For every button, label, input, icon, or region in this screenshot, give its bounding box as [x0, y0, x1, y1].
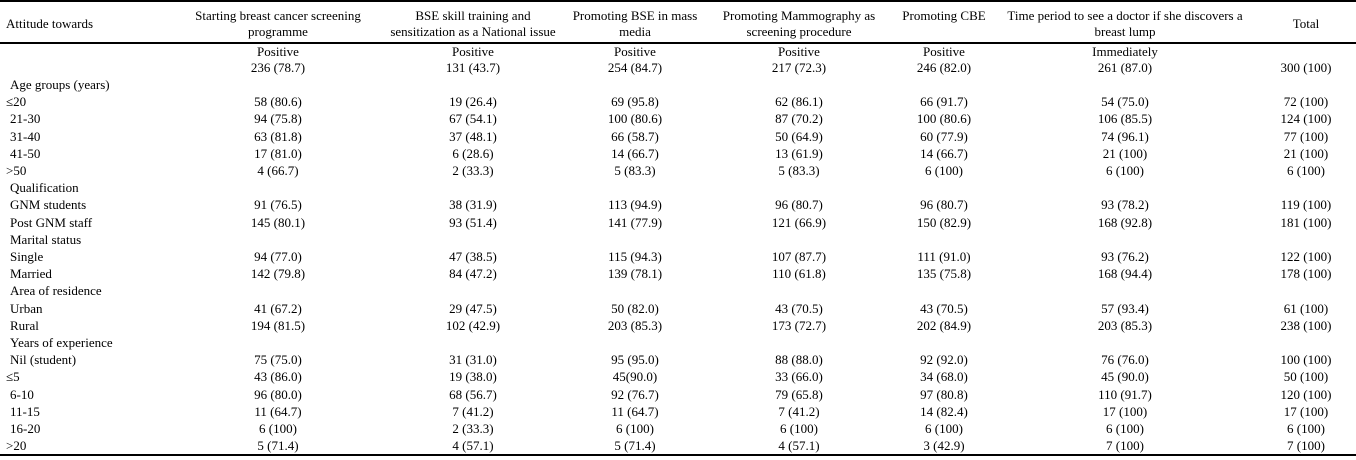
table-cell: 97 (80.8) — [920, 386, 968, 402]
summary-category: Positive — [452, 44, 494, 59]
row-label: 16-20 — [10, 421, 41, 437]
total-cell: 238 (100) — [1280, 317, 1332, 333]
table-cell: 93 (51.4) — [449, 214, 497, 230]
table-cell: 5 (83.3) — [778, 163, 820, 179]
table-cell: 5 (83.3) — [614, 163, 656, 179]
section-label: Area of residence — [10, 283, 102, 299]
table-row — [0, 420, 1356, 437]
summary-cell — [176, 43, 380, 76]
row-label: ≤5 — [6, 369, 20, 385]
summary-value: 261 (87.0) — [1097, 60, 1153, 75]
table-row — [0, 300, 1356, 317]
table-cell: 33 (66.0) — [775, 369, 823, 385]
header-cbe: Promoting CBE — [902, 8, 986, 23]
header-attitude: Attitude towards — [6, 16, 94, 31]
row-label: Post GNM staff — [10, 214, 93, 230]
summary-value: 131 (43.7) — [445, 60, 501, 75]
total-cell: 181 (100) — [1280, 214, 1332, 230]
table-cell: 5 (71.4) — [257, 438, 299, 454]
section-row — [0, 179, 1356, 196]
summary-value: 217 (72.3) — [771, 60, 827, 75]
total-cell: 120 (100) — [1280, 386, 1332, 402]
table-cell: 37 (48.1) — [449, 128, 497, 144]
table-cell: 67 (54.1) — [449, 111, 497, 127]
section-row — [0, 282, 1356, 299]
table-cell: 92 (92.0) — [920, 352, 968, 368]
table-cell: 21 (100) — [1102, 145, 1148, 161]
total-cell: 61 (100) — [1283, 300, 1329, 316]
total-cell: 6 (100) — [1287, 163, 1325, 179]
table-cell: 4 (57.1) — [778, 438, 820, 454]
total-cell: 77 (100) — [1283, 128, 1329, 144]
table-cell: 79 (65.8) — [775, 386, 823, 402]
table-cell: 69 (95.8) — [611, 94, 659, 110]
table-cell: 14 (82.4) — [920, 403, 968, 419]
summary-category: Immediately — [1092, 44, 1158, 59]
table-row — [0, 351, 1356, 368]
table-cell: 110 (91.7) — [1098, 386, 1152, 402]
summary-cell — [566, 43, 704, 76]
table-cell: 3 (42.9) — [923, 438, 965, 454]
table-cell: 94 (77.0) — [254, 249, 302, 265]
table-cell: 74 (96.1) — [1101, 128, 1149, 144]
summary-cell — [894, 43, 994, 76]
table-cell: 168 (92.8) — [1097, 214, 1153, 230]
table-cell: 34 (68.0) — [920, 369, 968, 385]
table-cell: 54 (75.0) — [1101, 94, 1149, 110]
table-cell: 121 (66.9) — [771, 214, 827, 230]
table-cell: 7 (100) — [1106, 438, 1144, 454]
total-cell: 124 (100) — [1280, 111, 1332, 127]
table-cell: 173 (72.7) — [771, 317, 827, 333]
summary-category: Positive — [923, 44, 965, 59]
total-cell: 50 (100) — [1283, 369, 1329, 385]
section-row — [0, 76, 1356, 93]
row-label: 41-50 — [10, 145, 41, 161]
summary-value: 246 (82.0) — [916, 60, 972, 75]
table-row — [0, 196, 1356, 213]
table-cell: 66 (91.7) — [920, 94, 968, 110]
table-cell: 6 (28.6) — [452, 145, 494, 161]
table-cell: 43 (70.5) — [775, 300, 823, 316]
table-row — [0, 437, 1356, 455]
table-cell: 96 (80.7) — [920, 197, 968, 213]
table-cell: 115 (94.3) — [608, 249, 662, 265]
row-label: Urban — [10, 300, 43, 316]
row-label: ≤20 — [6, 94, 27, 110]
summary-category: Positive — [257, 44, 299, 59]
summary-category: Positive — [778, 44, 820, 59]
table-row — [0, 110, 1356, 127]
section-label: Age groups (years) — [10, 77, 110, 92]
table-cell: 4 (66.7) — [257, 163, 299, 179]
section-label: Marital status — [10, 231, 82, 247]
table-cell: 113 (94.9) — [608, 197, 662, 213]
table-cell: 7 (41.2) — [452, 403, 494, 419]
table-cell: 168 (94.4) — [1097, 266, 1153, 282]
table-cell: 84 (47.2) — [449, 266, 497, 282]
table-cell: 57 (93.4) — [1101, 300, 1149, 316]
table-cell: 43 (70.5) — [920, 300, 968, 316]
table-cell: 94 (75.8) — [254, 111, 302, 127]
table-cell: 150 (82.9) — [916, 214, 972, 230]
table-cell: 139 (78.1) — [607, 266, 663, 282]
header-mammography: Promoting Mammography as screening procedure — [722, 8, 876, 39]
summary-total: 300 (100) — [1280, 60, 1332, 75]
table-cell: 14 (66.7) — [611, 145, 659, 161]
table-cell: 50 (64.9) — [775, 128, 823, 144]
summary-category: Positive — [614, 44, 656, 59]
summary-value: 236 (78.7) — [250, 60, 306, 75]
table-cell: 6 (100) — [1106, 163, 1144, 179]
table-cell: 19 (38.0) — [449, 369, 497, 385]
table-cell: 4 (57.1) — [452, 438, 494, 454]
table-cell: 31 (31.0) — [449, 352, 497, 368]
header-bse-training: BSE skill training and sensitization as a National issue — [390, 8, 556, 39]
table-cell: 66 (58.7) — [611, 128, 659, 144]
header-total: Total — [1292, 16, 1320, 31]
table-cell: 203 (85.3) — [1097, 317, 1153, 333]
section-row — [0, 334, 1356, 351]
table-cell: 62 (86.1) — [775, 94, 823, 110]
table-cell: 2 (33.3) — [452, 163, 494, 179]
table-cell: 45 (90.0) — [1101, 369, 1149, 385]
table-cell: 92 (76.7) — [611, 386, 659, 402]
table-row — [0, 93, 1356, 110]
table-cell: 60 (77.9) — [920, 128, 968, 144]
table-cell: 47 (38.5) — [449, 249, 497, 265]
table-cell: 19 (26.4) — [449, 94, 497, 110]
table-cell: 91 (76.5) — [254, 197, 302, 213]
table-cell: 96 (80.0) — [254, 386, 302, 402]
table-cell: 2 (33.3) — [452, 421, 494, 437]
table-row — [0, 265, 1356, 282]
row-label: 6-10 — [10, 386, 34, 402]
table-cell: 107 (87.7) — [771, 249, 827, 265]
table-cell: 76 (76.0) — [1101, 352, 1149, 368]
table-cell: 63 (81.8) — [254, 128, 302, 144]
table-cell: 7 (41.2) — [778, 403, 820, 419]
table-cell: 29 (47.5) — [449, 300, 497, 316]
total-cell: 6 (100) — [1287, 421, 1325, 437]
total-cell: 72 (100) — [1283, 94, 1329, 110]
table-cell: 135 (75.8) — [916, 266, 972, 282]
table-cell: 58 (80.6) — [254, 94, 302, 110]
summary-label — [0, 43, 176, 76]
table-cell: 145 (80.1) — [250, 214, 306, 230]
section-label: Qualification — [10, 180, 79, 196]
table-cell: 96 (80.7) — [775, 197, 823, 213]
row-label: 11-15 — [10, 403, 40, 419]
table-cell: 38 (31.9) — [449, 197, 497, 213]
table-cell: 102 (42.9) — [445, 317, 501, 333]
row-label: >50 — [6, 163, 27, 179]
section-row — [0, 231, 1356, 248]
table-cell: 141 (77.9) — [607, 214, 663, 230]
row-label: 31-40 — [10, 128, 41, 144]
table-cell: 111 (91.0) — [917, 249, 971, 265]
table-cell: 203 (85.3) — [607, 317, 663, 333]
table-cell: 93 (78.2) — [1101, 197, 1149, 213]
table-row — [0, 145, 1356, 162]
table-cell: 95 (95.0) — [611, 352, 659, 368]
table-cell: 50 (82.0) — [611, 300, 659, 316]
total-cell: 7 (100) — [1287, 438, 1325, 454]
table-cell: 6 (100) — [259, 421, 297, 437]
header-row — [0, 1, 1356, 43]
summary-cell — [380, 43, 566, 76]
table-cell: 68 (56.7) — [449, 386, 497, 402]
table-cell: 6 (100) — [616, 421, 654, 437]
table-cell: 87 (70.2) — [775, 111, 823, 127]
header-bse-media: Promoting BSE in mass media — [572, 8, 698, 39]
table-cell: 142 (79.8) — [250, 266, 306, 282]
table-row — [0, 386, 1356, 403]
summary-cell — [704, 43, 894, 76]
table-row — [0, 317, 1356, 334]
header-screening-programme: Starting breast cancer screening programme — [195, 8, 361, 39]
table-cell: 110 (61.8) — [772, 266, 826, 282]
row-label: GNM students — [10, 197, 87, 213]
summary-row — [0, 43, 1356, 76]
table-row — [0, 368, 1356, 385]
row-label: Married — [10, 266, 52, 282]
table-cell: 11 (64.7) — [254, 403, 302, 419]
table-cell: 106 (85.5) — [1097, 111, 1153, 127]
table-cell: 194 (81.5) — [250, 317, 306, 333]
summary-cell — [994, 43, 1256, 76]
table-cell: 88 (88.0) — [775, 352, 823, 368]
table-row — [0, 403, 1356, 420]
row-label: Nil (student) — [10, 352, 77, 368]
table-body — [0, 43, 1356, 455]
total-cell: 21 (100) — [1283, 145, 1329, 161]
row-label: >20 — [6, 438, 27, 454]
total-cell: 17 (100) — [1283, 403, 1329, 419]
table-cell: 6 (100) — [925, 421, 963, 437]
table-cell: 6 (100) — [925, 163, 963, 179]
total-cell: 119 (100) — [1280, 197, 1332, 213]
table-cell: 100 (80.6) — [916, 111, 972, 127]
table-cell: 14 (66.7) — [920, 145, 968, 161]
table-cell: 5 (71.4) — [614, 438, 656, 454]
table-row — [0, 248, 1356, 265]
table-cell: 17 (100) — [1102, 403, 1148, 419]
table-cell: 17 (81.0) — [254, 145, 302, 161]
total-cell: 100 (100) — [1280, 352, 1332, 368]
table-cell: 41 (67.2) — [254, 300, 302, 316]
table-cell: 75 (75.0) — [254, 352, 302, 368]
table-row — [0, 162, 1356, 179]
table-row — [0, 128, 1356, 145]
row-label: 21-30 — [10, 111, 41, 127]
table-cell: 6 (100) — [780, 421, 818, 437]
table-row — [0, 214, 1356, 231]
row-label: Single — [10, 249, 44, 265]
section-label: Years of experience — [10, 335, 113, 351]
header-time-period: Time period to see a doctor if she discovers a breast lump — [1007, 8, 1243, 39]
summary-value: 254 (84.7) — [607, 60, 663, 75]
table-cell: 202 (84.9) — [916, 317, 972, 333]
table-cell: 6 (100) — [1106, 421, 1144, 437]
table-cell: 93 (76.2) — [1101, 249, 1149, 265]
table-cell: 100 (80.6) — [607, 111, 663, 127]
total-cell: 178 (100) — [1280, 266, 1332, 282]
row-label: Rural — [10, 317, 39, 333]
table-cell: 43 (86.0) — [254, 369, 302, 385]
table-cell: 45(90.0) — [612, 369, 658, 385]
table-cell: 11 (64.7) — [611, 403, 659, 419]
table-cell: 13 (61.9) — [775, 145, 823, 161]
total-cell: 122 (100) — [1280, 249, 1332, 265]
